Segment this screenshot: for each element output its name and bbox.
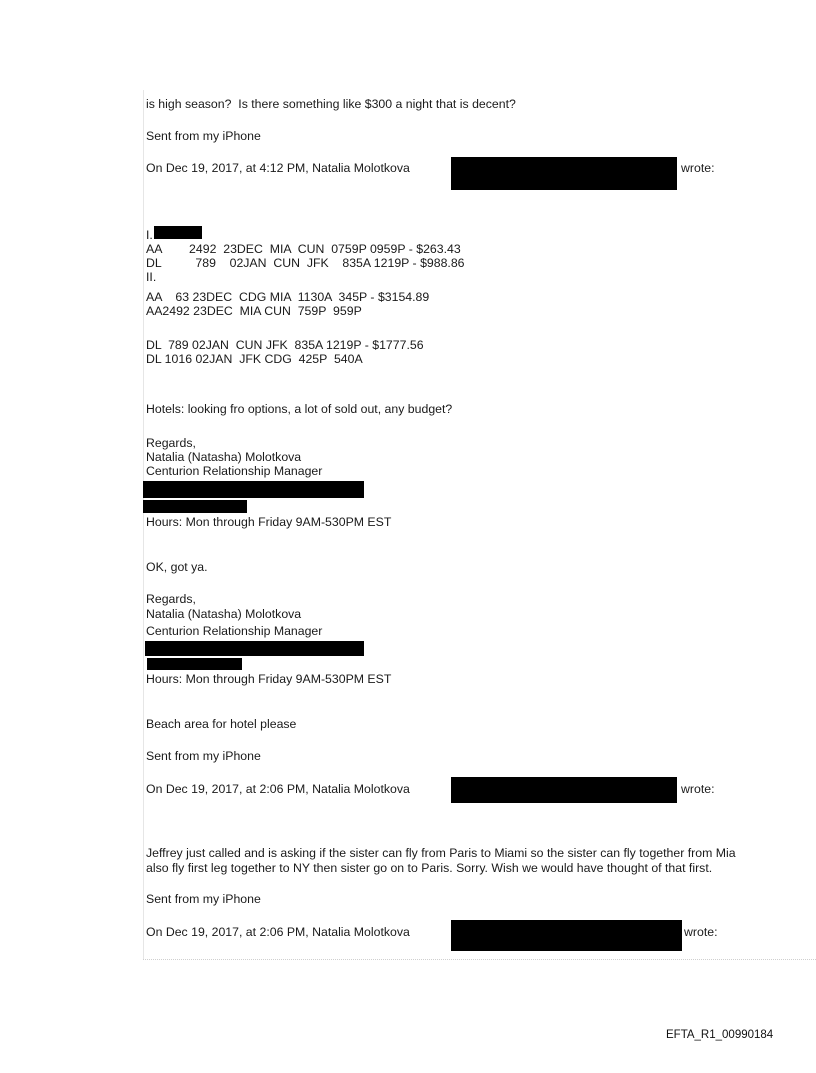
- redaction-block: [143, 500, 247, 513]
- signature-name: Natalia (Natasha) Molotkova: [146, 450, 302, 464]
- message-line: Beach area for hotel please: [146, 717, 297, 731]
- redaction-block: [147, 658, 242, 670]
- redaction-block: [143, 481, 364, 498]
- redaction-block: [451, 777, 677, 803]
- signature-name: Natalia (Natasha) Molotkova: [146, 607, 302, 621]
- flight-line: DL 789 02JAN CUN JFK 835A 1219P - $1777.56: [146, 338, 424, 352]
- reply-header-wrote: wrote:: [681, 161, 715, 175]
- flight-option-label: I.: [146, 228, 153, 242]
- signature-title: Centurion Relationship Manager: [146, 464, 323, 478]
- flight-line: AA 63 23DEC CDG MIA 1130A 345P - $3154.89: [146, 290, 430, 304]
- reply-header: On Dec 19, 2017, at 2:06 PM, Natalia Molotkova: [146, 925, 410, 939]
- signature-title: Centurion Relationship Manager: [146, 624, 323, 638]
- message-line: also fly first leg together to NY then sister go on to Paris. Sorry. Wish we would have thought of that first.: [146, 861, 713, 875]
- signature-regards: Regards,: [146, 436, 196, 450]
- flight-line: AA 2492 23DEC MIA CUN 0759P 0959P - $263.43: [146, 242, 461, 256]
- redaction-block: [154, 226, 202, 239]
- redaction-block: [451, 920, 682, 951]
- flight-line: AA2492 23DEC MIA CUN 759P 959P: [146, 304, 362, 318]
- document-id-footer: EFTA_R1_00990184: [666, 1029, 774, 1041]
- signature-hours: Hours: Mon through Friday 9AM-530PM EST: [146, 515, 392, 529]
- reply-header: On Dec 19, 2017, at 2:06 PM, Natalia Molotkova: [146, 782, 410, 796]
- reply-header-wrote: wrote:: [681, 782, 715, 796]
- signature-sent-from: Sent from my iPhone: [146, 749, 261, 763]
- redaction-block: [451, 157, 677, 190]
- signature-sent-from: Sent from my iPhone: [146, 129, 261, 143]
- flight-option-label: II.: [146, 270, 157, 284]
- signature-hours: Hours: Mon through Friday 9AM-530PM EST: [146, 672, 392, 686]
- signature-regards: Regards,: [146, 592, 196, 606]
- message-line: Hotels: looking fro options, a lot of sold out, any budget?: [146, 402, 453, 416]
- reply-header-wrote: wrote:: [684, 925, 718, 939]
- message-line: Jeffrey just called and is asking if the sister can fly from Paris to Miami so the sister can fly together from Mia: [146, 846, 736, 860]
- flight-line: DL 1016 02JAN JFK CDG 425P 540A: [146, 352, 363, 366]
- quote-frame-left-border: [143, 90, 144, 960]
- reply-header: On Dec 19, 2017, at 4:12 PM, Natalia Molotkova: [146, 161, 410, 175]
- signature-sent-from: Sent from my iPhone: [146, 892, 261, 906]
- message-line: is high season? Is there something like $300 a night that is decent?: [146, 97, 516, 111]
- flight-line: DL 789 02JAN CUN JFK 835A 1219P - $988.86: [146, 256, 465, 270]
- redaction-block: [145, 641, 364, 656]
- message-line: OK, got ya.: [146, 560, 208, 574]
- quote-frame-bottom-border: [143, 959, 816, 960]
